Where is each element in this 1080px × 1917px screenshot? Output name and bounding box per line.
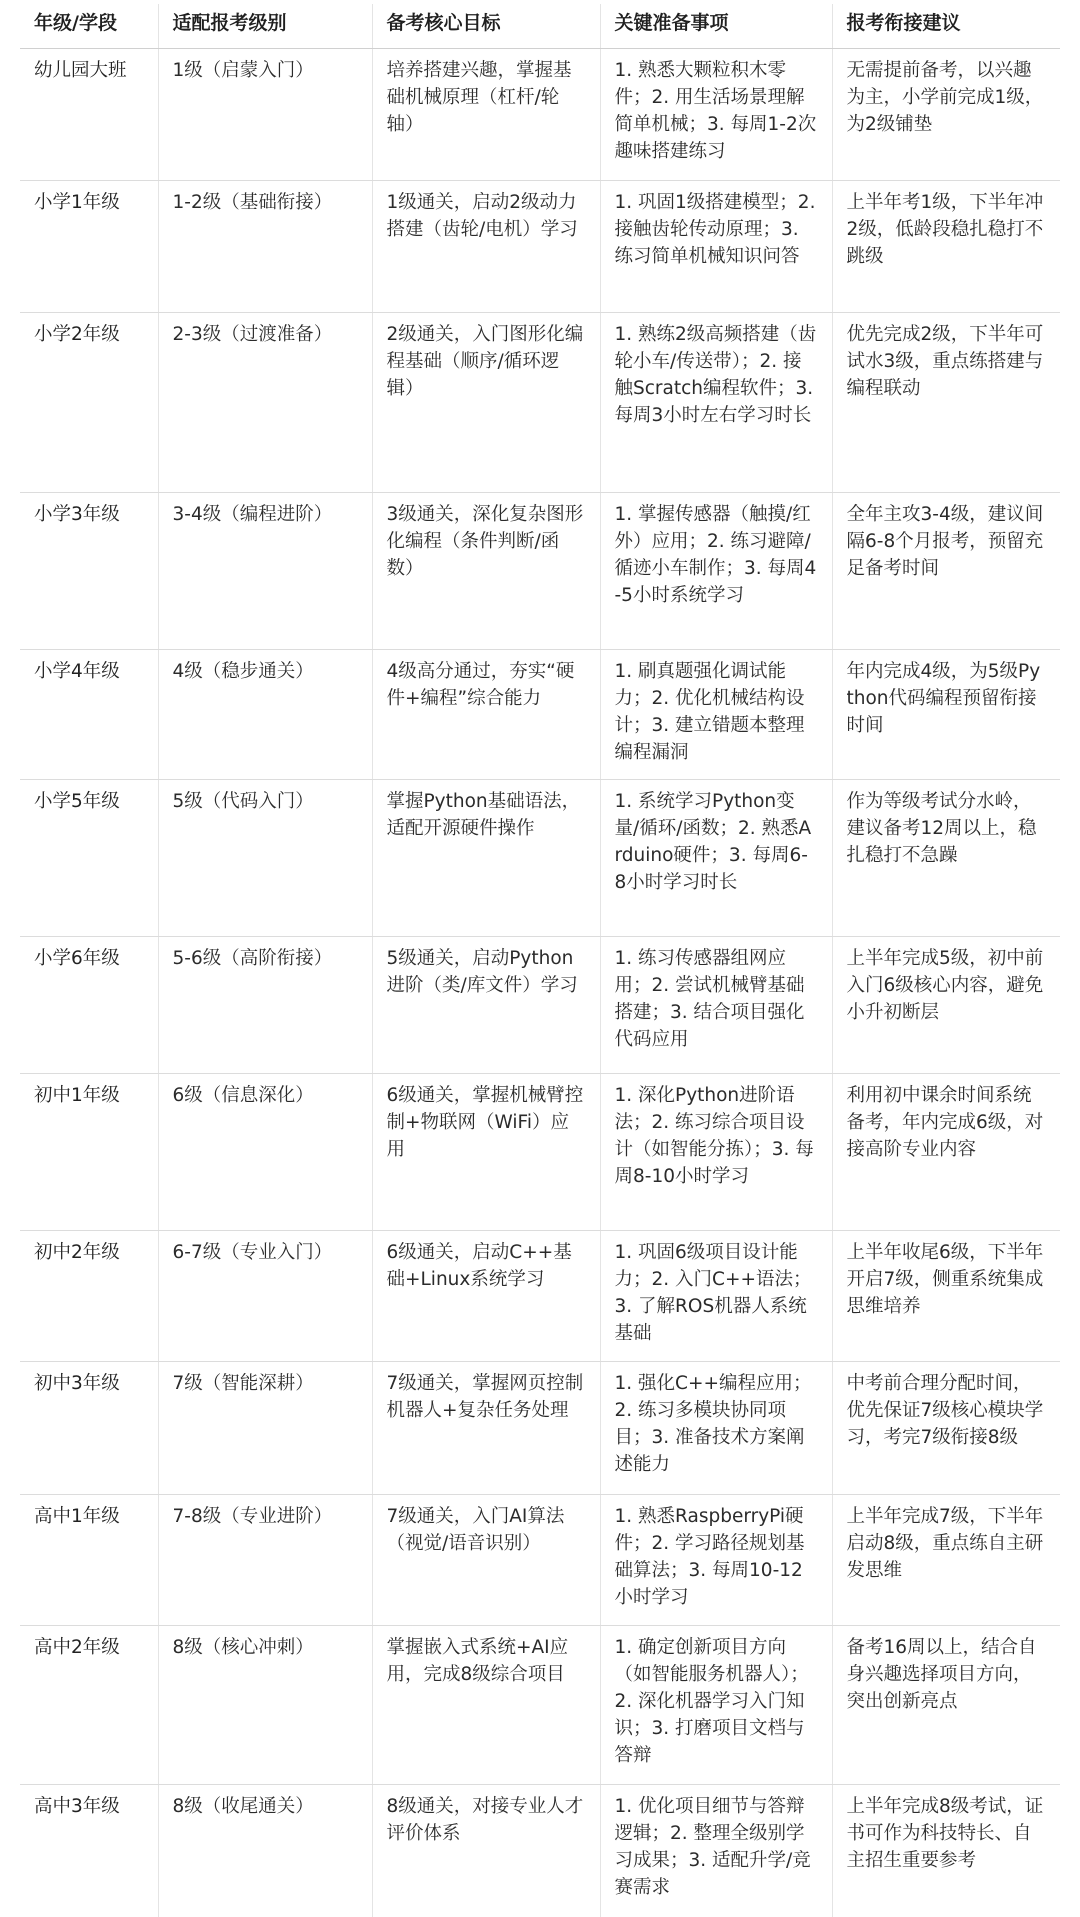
table-row [20,1495,1060,1626]
exam-plan-table [20,4,1060,1917]
cell-grade: 初中3年级 [20,1362,158,1495]
cell-grade: 高中3年级 [20,1785,158,1917]
cell-goal: 3级通关，深化复杂图形化编程（条件判断/函数） [372,493,600,650]
cell-goal: 6级通关，启动C++基础+Linux系统学习 [372,1231,600,1362]
cell-grade: 初中1年级 [20,1074,158,1231]
cell-level: 7级（智能深耕） [158,1362,372,1495]
table-row [20,650,1060,780]
cell-level: 7-8级（专业进阶） [158,1495,372,1626]
cell-prep: 1. 熟练2级高频搭建（齿轮小车/传送带）；2. 接触Scratch编程软件；3. 每周3小时左右学习时长 [600,313,832,493]
cell-advice: 上半年收尾6级，下半年开启7级，侧重系统集成思维培养 [832,1231,1060,1362]
cell-grade: 幼儿园大班 [20,49,158,181]
cell-prep: 1. 巩固1级搭建模型；2. 接触齿轮传动原理；3. 练习简单机械知识问答 [600,181,832,313]
cell-level: 8级（收尾通关） [158,1785,372,1917]
cell-grade: 小学2年级 [20,313,158,493]
cell-advice: 优先完成2级，下半年可试水3级，重点练搭建与编程联动 [832,313,1060,493]
cell-level: 6级（信息深化） [158,1074,372,1231]
cell-grade: 高中1年级 [20,1495,158,1626]
cell-grade: 小学5年级 [20,780,158,937]
cell-goal: 掌握嵌入式系统+AI应用，完成8级综合项目 [372,1626,600,1785]
table-row [20,1626,1060,1785]
cell-prep: 1. 优化项目细节与答辩逻辑；2. 整理全级别学习成果；3. 适配升学/竞赛需求 [600,1785,832,1917]
cell-advice: 全年主攻3-4级，建议间隔6-8个月报考，预留充足备考时间 [832,493,1060,650]
cell-grade: 小学3年级 [20,493,158,650]
table-row [20,1785,1060,1917]
cell-goal: 培养搭建兴趣，掌握基础机械原理（杠杆/轮轴） [372,49,600,181]
cell-prep: 1. 强化C++编程应用；2. 练习多模块协同项目；3. 准备技术方案阐述能力 [600,1362,832,1495]
cell-advice: 中考前合理分配时间，优先保证7级核心模块学习，考完7级衔接8级 [832,1362,1060,1495]
cell-goal: 7级通关，掌握网页控制机器人+复杂任务处理 [372,1362,600,1495]
cell-goal: 2级通关，入门图形化编程基础（顺序/循环逻辑） [372,313,600,493]
cell-level: 3-4级（编程进阶） [158,493,372,650]
table-row [20,1362,1060,1495]
cell-level: 4级（稳步通关） [158,650,372,780]
cell-level: 5级（代码入门） [158,780,372,937]
cell-advice: 上半年完成8级考试，证书可作为科技特长、自主招生重要参考 [832,1785,1060,1917]
cell-goal: 7级通关，入门AI算法（视觉/语音识别） [372,1495,600,1626]
cell-grade: 初中2年级 [20,1231,158,1362]
cell-prep: 1. 熟悉RaspberryPi硬件；2. 学习路径规划基础算法；3. 每周10-12小时学习 [600,1495,832,1626]
cell-prep: 1. 深化Python进阶语法；2. 练习综合项目设计（如智能分拣）；3. 每周8-10小时学习 [600,1074,832,1231]
cell-prep: 1. 系统学习Python变量/循环/函数；2. 熟悉Arduino硬件；3. 每周6-8小时学习时长 [600,780,832,937]
cell-level: 2-3级（过渡准备） [158,313,372,493]
cell-level: 6-7级（专业入门） [158,1231,372,1362]
cell-level: 1级（启蒙入门） [158,49,372,181]
table-row [20,493,1060,650]
cell-grade: 小学1年级 [20,181,158,313]
cell-goal: 5级通关，启动Python进阶（类/库文件）学习 [372,937,600,1074]
header-goal: 备考核心目标 [372,4,600,49]
cell-goal: 4级高分通过，夯实“硬件+编程”综合能力 [372,650,600,780]
cell-goal: 8级通关，对接专业人才评价体系 [372,1785,600,1917]
table-row [20,313,1060,493]
cell-goal: 6级通关，掌握机械臂控制+物联网（WiFi）应用 [372,1074,600,1231]
cell-advice: 年内完成4级，为5级Python代码编程预留衔接时间 [832,650,1060,780]
cell-level: 1-2级（基础衔接） [158,181,372,313]
header-level: 适配报考级别 [158,4,372,49]
cell-prep: 1. 掌握传感器（触摸/红外）应用；2. 练习避障/循迹小车制作；3. 每周4-5小时系统学习 [600,493,832,650]
cell-advice: 上半年完成7级，下半年启动8级，重点练自主研发思维 [832,1495,1060,1626]
cell-advice: 上半年完成5级，初中前入门6级核心内容，避免小升初断层 [832,937,1060,1074]
cell-prep: 1. 刷真题强化调试能力；2. 优化机械结构设计；3. 建立错题本整理编程漏洞 [600,650,832,780]
cell-prep: 1. 确定创新项目方向（如智能服务机器人）；2. 深化机器学习入门知识；3. 打磨项目文档与答辩 [600,1626,832,1785]
table-row [20,49,1060,181]
cell-goal: 1级通关，启动2级动力搭建（齿轮/电机）学习 [372,181,600,313]
cell-advice: 上半年考1级，下半年冲2级，低龄段稳扎稳打不跳级 [832,181,1060,313]
cell-goal: 掌握Python基础语法，适配开源硬件操作 [372,780,600,937]
cell-advice: 备考16周以上，结合自身兴趣选择项目方向，突出创新亮点 [832,1626,1060,1785]
table-row [20,937,1060,1074]
cell-advice: 作为等级考试分水岭，建议备考12周以上，稳扎稳打不急躁 [832,780,1060,937]
table-row [20,1074,1060,1231]
cell-prep: 1. 巩固6级项目设计能力；2. 入门C++语法；3. 了解ROS机器人系统基础 [600,1231,832,1362]
table-row [20,780,1060,937]
cell-grade: 小学4年级 [20,650,158,780]
cell-prep: 1. 练习传感器组网应用；2. 尝试机械臂基础搭建；3. 结合项目强化代码应用 [600,937,832,1074]
table-header-row [20,4,1060,49]
table-row [20,1231,1060,1362]
table-row [20,181,1060,313]
cell-prep: 1. 熟悉大颗粒积木零件；2. 用生活场景理解简单机械；3. 每周1-2次趣味搭建练习 [600,49,832,181]
header-advice: 报考衔接建议 [832,4,1060,49]
cell-level: 5-6级（高阶衔接） [158,937,372,1074]
header-prep: 关键准备事项 [600,4,832,49]
cell-level: 8级（核心冲刺） [158,1626,372,1785]
cell-advice: 利用初中课余时间系统备考，年内完成6级，对接高阶专业内容 [832,1074,1060,1231]
cell-grade: 小学6年级 [20,937,158,1074]
cell-advice: 无需提前备考，以兴趣为主，小学前完成1级，为2级铺垫 [832,49,1060,181]
cell-grade: 高中2年级 [20,1626,158,1785]
header-grade: 年级/学段 [20,4,158,49]
